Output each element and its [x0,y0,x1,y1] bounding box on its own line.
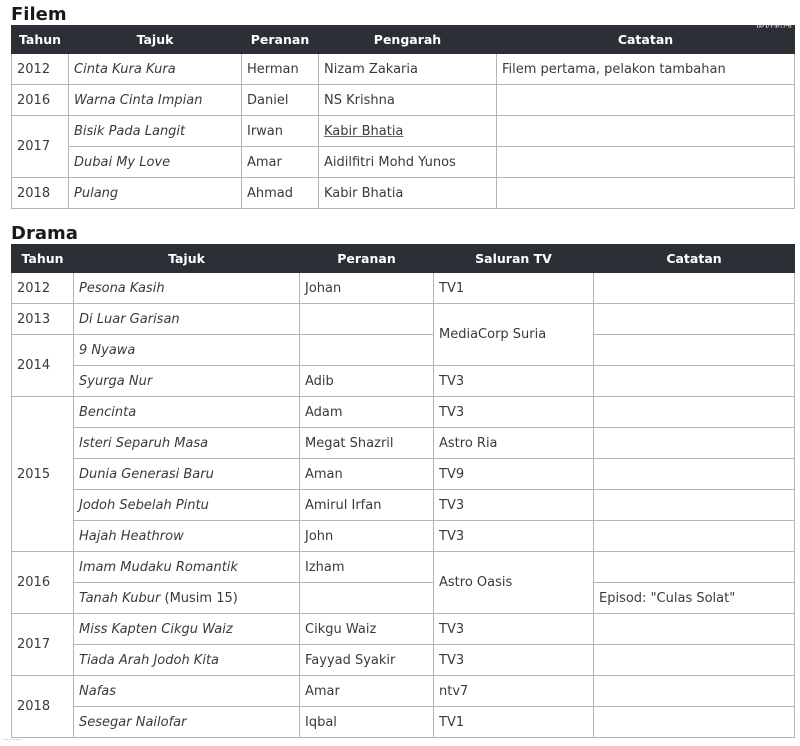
role-cell [300,335,434,366]
year-cell: 2013 [12,304,74,335]
role-cell: Iqbal [300,707,434,738]
title-cell: Nafas [74,676,300,707]
column-header-peranan: Peranan [300,245,434,273]
table-row [12,645,795,676]
title-text: Tanah Kubur [79,590,161,606]
channel-cell: TV1 [434,273,594,304]
note-cell [594,397,795,428]
column-header-peranan: Peranan [242,26,319,54]
channel-cell: TV3 [434,397,594,428]
table-row [12,335,795,366]
column-header-tahun: Tahun [12,245,74,273]
title-cell: Warna Cinta Impian [69,85,242,116]
director-cell[interactable] [319,116,497,147]
note-cell [497,147,795,178]
channel-cell: ntv7 [434,676,594,707]
role-cell [300,583,434,614]
year-cell: 2017 [12,614,74,676]
channel-cell: Astro Oasis [434,552,594,614]
table-row [12,85,795,116]
table-row [12,366,795,397]
title-cell: Pulang [69,178,242,209]
column-header-tahun: Tahun [12,26,69,54]
filem-table [11,25,795,209]
column-header-tajuk: Tajuk [74,245,300,273]
table-row [12,490,795,521]
note-cell [594,676,795,707]
channel-cell: MediaCorp Suria [434,304,594,366]
title-cell: Di Luar Garisan [74,304,300,335]
title-cell: Hajah Heathrow [74,521,300,552]
note-cell [497,85,795,116]
column-header-pengarah: Pengarah [319,26,497,54]
title-cell: Dunia Generasi Baru [74,459,300,490]
table-row [12,521,795,552]
table-row [12,614,795,645]
note-cell [594,304,795,335]
title-cell: 9 Nyawa [74,335,300,366]
role-cell [300,304,434,335]
title-cell: Bencinta [74,397,300,428]
year-cell: 2016 [12,85,69,116]
watermark-text: 澎湃新闻 [755,20,792,30]
title-cell [74,583,300,614]
role-cell: Daniel [242,85,319,116]
column-header-tajuk: Tajuk [69,26,242,54]
table-row [12,583,795,614]
director-cell: Nizam Zakaria [319,54,497,85]
role-cell: Amar [300,676,434,707]
column-header-catatan: Catatan [497,26,795,54]
table-header-row [12,245,795,273]
note-cell [594,366,795,397]
filem-heading: Filem [11,4,67,25]
channel-cell: Astro Ria [434,428,594,459]
year-cell: 2018 [12,178,69,209]
role-cell: Johan [300,273,434,304]
title-cell: Syurga Nur [74,366,300,397]
table-row [12,707,795,738]
note-cell [594,707,795,738]
table-row [12,304,795,335]
note-cell [594,614,795,645]
note-cell [594,521,795,552]
note-cell [594,335,795,366]
role-cell: Ahmad [242,178,319,209]
column-header-saluran-tv: Saluran TV [434,245,594,273]
channel-cell: TV3 [434,645,594,676]
title-cell: Imam Mudaku Romantik [74,552,300,583]
note-cell [594,552,795,583]
channel-cell: TV9 [434,459,594,490]
table-row [12,147,795,178]
table-row [12,54,795,85]
director-cell: Aidilfitri Mohd Yunos [319,147,497,178]
title-cell: Isteri Separuh Masa [74,428,300,459]
drama-table [11,244,795,738]
role-cell: Megat Shazril [300,428,434,459]
role-cell: Amirul Irfan [300,490,434,521]
year-cell: 2012 [12,273,74,304]
title-cell: Miss Kapten Cikgu Waiz [74,614,300,645]
role-cell: Cikgu Waiz [300,614,434,645]
year-cell: 2018 [12,676,74,738]
title-cell: Bisik Pada Langit [69,116,242,147]
role-cell: Adib [300,366,434,397]
year-cell: 2014 [12,335,74,397]
note-cell [594,490,795,521]
role-cell: Aman [300,459,434,490]
note-cell: Filem pertama, pelakon tambahan [497,54,795,85]
year-cell: 2012 [12,54,69,85]
note-cell [594,273,795,304]
director-link[interactable]: Kabir Bhatia [324,123,404,139]
director-cell: NS Krishna [319,85,497,116]
table-row [12,676,795,707]
table-row [12,178,795,209]
table-row [12,397,795,428]
title-cell: Tiada Arah Jodoh Kita [74,645,300,676]
note-cell [594,428,795,459]
title-cell: Cinta Kura Kura [69,54,242,85]
year-cell: 2016 [12,552,74,614]
title-cell: Pesona Kasih [74,273,300,304]
bottom-watermark: ········· [2,736,23,744]
table-row [12,273,795,304]
year-cell: 2015 [12,397,74,552]
note-cell: Episod: "Culas Solat" [594,583,795,614]
table-header-row [12,26,795,54]
role-cell: John [300,521,434,552]
role-cell: Fayyad Syakir [300,645,434,676]
role-cell: Irwan [242,116,319,147]
drama-heading: Drama [11,223,78,244]
role-cell: Adam [300,397,434,428]
table-row [12,459,795,490]
table-row [12,428,795,459]
note-cell [497,178,795,209]
year-cell: 2017 [12,116,69,178]
title-cell: Jodoh Sebelah Pintu [74,490,300,521]
table-row [12,116,795,147]
role-cell: Izham [300,552,434,583]
channel-cell: TV1 [434,707,594,738]
channel-cell: TV3 [434,521,594,552]
director-cell: Kabir Bhatia [319,178,497,209]
note-cell [497,116,795,147]
title-cell: Sesegar Nailofar [74,707,300,738]
note-cell [594,459,795,490]
role-cell: Amar [242,147,319,178]
channel-cell: TV3 [434,614,594,645]
title-suffix: (Musim 15) [160,590,238,606]
table-row [12,552,795,583]
column-header-catatan: Catatan [594,245,795,273]
note-cell [594,645,795,676]
channel-cell: TV3 [434,490,594,521]
channel-cell: TV3 [434,366,594,397]
role-cell: Herman [242,54,319,85]
title-cell: Dubai My Love [69,147,242,178]
